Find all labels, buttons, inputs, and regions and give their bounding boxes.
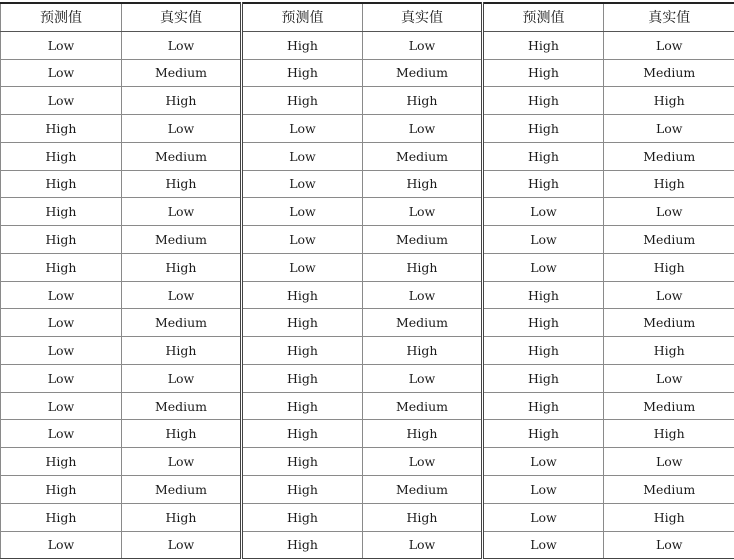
header-actual-3: 真实值 (604, 3, 734, 31)
table-body (1, 31, 734, 559)
cell-actual-1: High (122, 87, 242, 115)
header-actual-1: 真实值 (122, 3, 242, 31)
cell-actual-2: High (363, 503, 483, 531)
cell-predicted-2: Low (242, 170, 363, 198)
cell-actual-2: Medium (363, 476, 483, 504)
cell-actual-1: Medium (122, 226, 242, 254)
cell-actual-2: Low (363, 198, 483, 226)
cell-actual-2: Low (363, 115, 483, 143)
cell-actual-1: Low (122, 531, 242, 559)
cell-predicted-1: High (1, 476, 122, 504)
cell-predicted-1: High (1, 115, 122, 143)
cell-predicted-2: High (242, 364, 363, 392)
cell-predicted-3: Low (483, 476, 604, 504)
cell-actual-1: Medium (122, 392, 242, 420)
cell-predicted-1: Low (1, 59, 122, 87)
cell-actual-3: High (604, 420, 734, 448)
cell-actual-3: Low (604, 31, 734, 59)
cell-actual-2: Medium (363, 59, 483, 87)
cell-actual-1: High (122, 337, 242, 365)
cell-actual-2: Low (363, 31, 483, 59)
cell-actual-2: High (363, 253, 483, 281)
cell-predicted-3: High (483, 309, 604, 337)
cell-predicted-1: High (1, 198, 122, 226)
cell-predicted-2: High (242, 87, 363, 115)
cell-actual-2: High (363, 170, 483, 198)
cell-actual-3: Low (604, 364, 734, 392)
table-row (1, 531, 734, 559)
cell-predicted-1: Low (1, 392, 122, 420)
header-row (1, 3, 734, 31)
cell-actual-1: High (122, 503, 242, 531)
cell-predicted-2: Low (242, 142, 363, 170)
cell-predicted-2: Low (242, 115, 363, 143)
cell-actual-3: Medium (604, 226, 734, 254)
cell-predicted-2: High (242, 281, 363, 309)
cell-actual-3: Medium (604, 59, 734, 87)
table-row (1, 170, 734, 198)
header-predicted-1: 预测值 (1, 3, 122, 31)
cell-actual-1: High (122, 253, 242, 281)
table-row (1, 31, 734, 59)
cell-predicted-1: Low (1, 87, 122, 115)
cell-predicted-3: Low (483, 226, 604, 254)
cell-predicted-3: Low (483, 198, 604, 226)
cell-actual-1: Medium (122, 142, 242, 170)
cell-actual-1: Medium (122, 59, 242, 87)
cell-actual-3: High (604, 337, 734, 365)
cell-predicted-2: High (242, 448, 363, 476)
cell-actual-1: Medium (122, 476, 242, 504)
cell-actual-2: Medium (363, 226, 483, 254)
cell-actual-2: Low (363, 448, 483, 476)
cell-actual-1: Medium (122, 309, 242, 337)
cell-actual-1: Low (122, 281, 242, 309)
cell-actual-2: Low (363, 281, 483, 309)
cell-predicted-1: High (1, 253, 122, 281)
cell-actual-2: High (363, 337, 483, 365)
table-row (1, 392, 734, 420)
cell-predicted-2: High (242, 337, 363, 365)
cell-predicted-3: High (483, 59, 604, 87)
cell-actual-3: Low (604, 448, 734, 476)
cell-actual-3: Medium (604, 309, 734, 337)
cell-actual-3: High (604, 503, 734, 531)
cell-predicted-2: Low (242, 253, 363, 281)
header-predicted-2: 预测值 (242, 3, 363, 31)
cell-predicted-2: Low (242, 198, 363, 226)
table-row (1, 476, 734, 504)
cell-predicted-1: Low (1, 281, 122, 309)
cell-predicted-2: High (242, 392, 363, 420)
table-row (1, 420, 734, 448)
cell-actual-1: Low (122, 31, 242, 59)
table-row (1, 87, 734, 115)
header-predicted-3: 预测值 (483, 3, 604, 31)
table-row (1, 198, 734, 226)
cell-predicted-2: High (242, 503, 363, 531)
cell-actual-2: Medium (363, 309, 483, 337)
cell-actual-3: Low (604, 531, 734, 559)
cell-predicted-1: High (1, 226, 122, 254)
cell-predicted-3: High (483, 170, 604, 198)
cell-predicted-3: High (483, 364, 604, 392)
cell-actual-1: Low (122, 364, 242, 392)
cell-predicted-3: Low (483, 253, 604, 281)
cell-actual-3: Low (604, 115, 734, 143)
table-row (1, 448, 734, 476)
cell-actual-2: High (363, 420, 483, 448)
cell-actual-2: Low (363, 531, 483, 559)
cell-predicted-1: Low (1, 531, 122, 559)
cell-predicted-2: High (242, 476, 363, 504)
cell-predicted-3: Low (483, 448, 604, 476)
cell-predicted-1: Low (1, 420, 122, 448)
cell-actual-3: High (604, 253, 734, 281)
table-row (1, 253, 734, 281)
cell-predicted-2: High (242, 420, 363, 448)
cell-actual-2: High (363, 87, 483, 115)
cell-actual-3: High (604, 87, 734, 115)
cell-predicted-1: High (1, 170, 122, 198)
cell-actual-3: Low (604, 281, 734, 309)
cell-actual-3: Medium (604, 142, 734, 170)
cell-actual-3: High (604, 170, 734, 198)
table-row (1, 226, 734, 254)
table-row (1, 142, 734, 170)
cell-actual-1: High (122, 420, 242, 448)
cell-actual-1: Low (122, 448, 242, 476)
cell-predicted-2: High (242, 31, 363, 59)
prediction-comparison-table (0, 2, 734, 559)
table-row (1, 281, 734, 309)
table-row (1, 337, 734, 365)
cell-actual-2: Low (363, 364, 483, 392)
cell-predicted-3: High (483, 337, 604, 365)
cell-predicted-2: High (242, 531, 363, 559)
cell-predicted-2: High (242, 59, 363, 87)
cell-predicted-1: High (1, 448, 122, 476)
cell-actual-2: Medium (363, 142, 483, 170)
cell-predicted-3: Low (483, 531, 604, 559)
cell-predicted-1: Low (1, 31, 122, 59)
cell-actual-1: High (122, 170, 242, 198)
table-row (1, 59, 734, 87)
table-row (1, 503, 734, 531)
table-row (1, 115, 734, 143)
cell-actual-3: Low (604, 198, 734, 226)
cell-predicted-3: High (483, 31, 604, 59)
cell-predicted-3: High (483, 87, 604, 115)
cell-predicted-3: High (483, 115, 604, 143)
cell-predicted-3: High (483, 420, 604, 448)
header-actual-2: 真实值 (363, 3, 483, 31)
cell-predicted-2: High (242, 309, 363, 337)
table-row (1, 309, 734, 337)
table-row (1, 364, 734, 392)
cell-predicted-3: High (483, 281, 604, 309)
cell-actual-2: Medium (363, 392, 483, 420)
cell-actual-3: Medium (604, 392, 734, 420)
cell-predicted-3: High (483, 392, 604, 420)
cell-predicted-3: Low (483, 503, 604, 531)
cell-predicted-1: Low (1, 364, 122, 392)
cell-actual-3: Medium (604, 476, 734, 504)
cell-predicted-2: Low (242, 226, 363, 254)
cell-predicted-3: High (483, 142, 604, 170)
cell-predicted-1: Low (1, 337, 122, 365)
cell-actual-1: Low (122, 115, 242, 143)
cell-predicted-1: High (1, 142, 122, 170)
cell-actual-1: Low (122, 198, 242, 226)
cell-predicted-1: High (1, 503, 122, 531)
cell-predicted-1: Low (1, 309, 122, 337)
